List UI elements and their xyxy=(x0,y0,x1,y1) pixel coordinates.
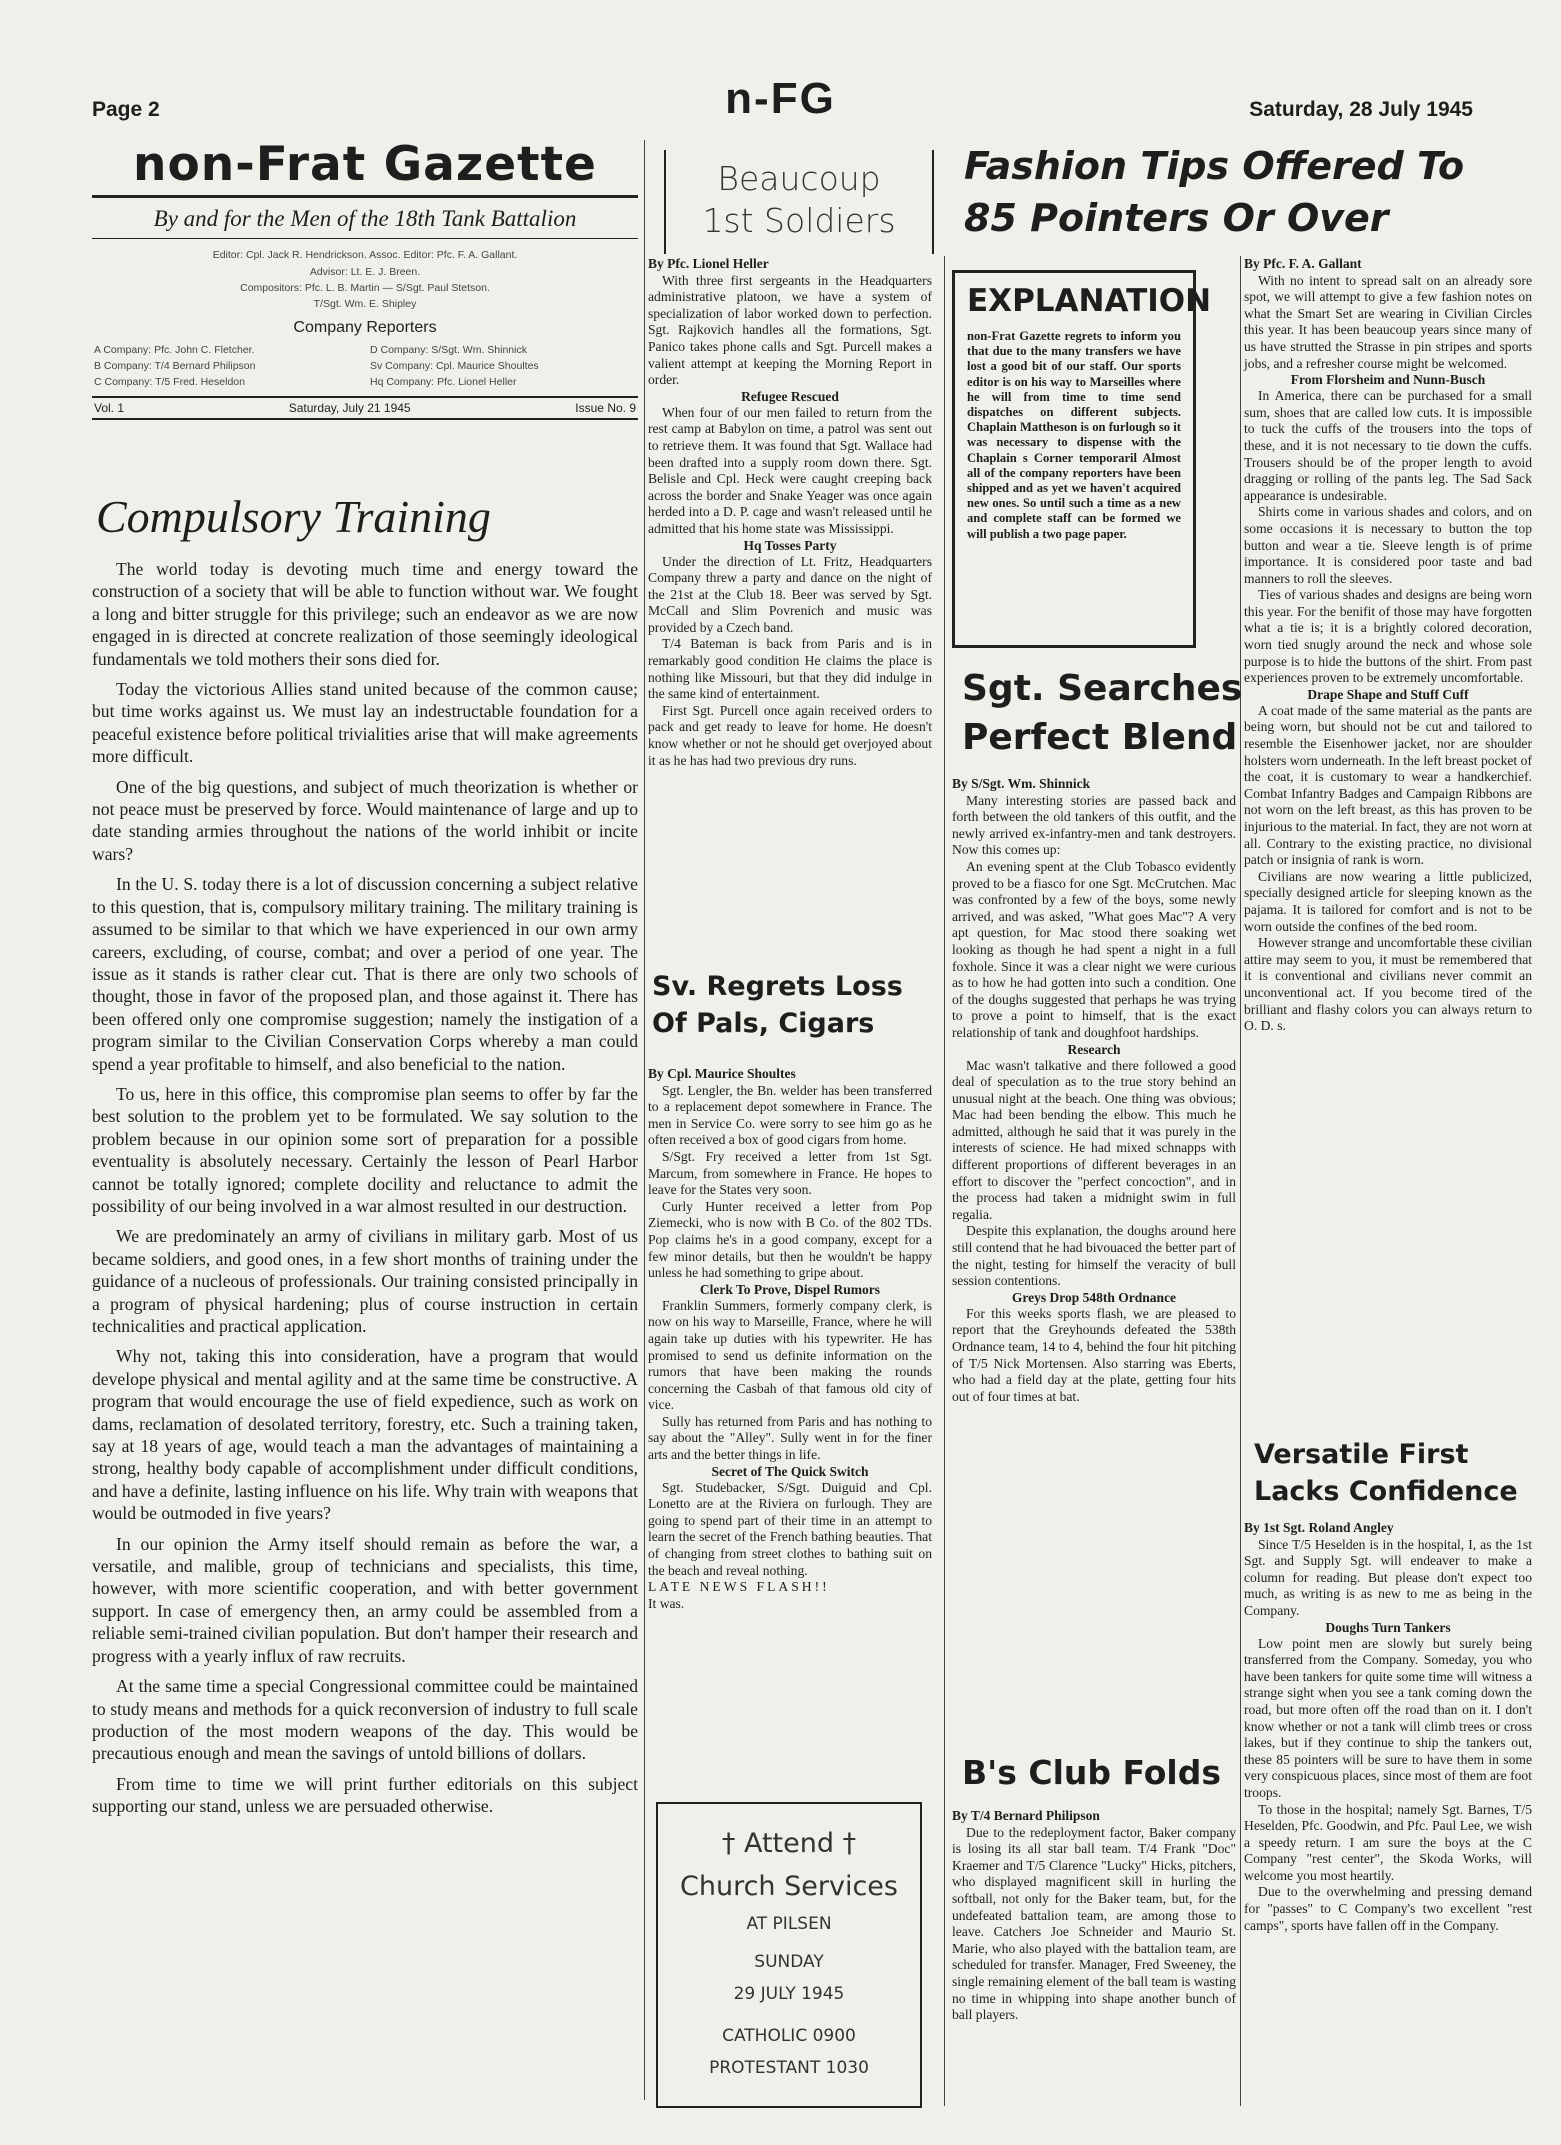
church-services-notice xyxy=(656,1802,922,2108)
editorial-paragraph: The world today is devoting much time and energy toward the construction of a society that will be able to function without war. We fought a long and bitter struggle for this privilege; such an endeavor as we are now engaged in is directed at concrete realization of those seemingly ideological fundamentals we told mothers their sons died for. xyxy=(92,559,638,669)
explanation-box xyxy=(952,270,1212,648)
story-paragraph: A coat made of the same material as the pants are being worn, but should not be cut and tailored to resemble the Eisenhower jacket, nor are shoulder holsters worn underneath. In the left breast pocket of the coat, it is customary to wear a handkerchief. Combat Infantry Badges and Campaign Ribbons are not worn on the left breast, as this has proven to be injurious to the material. In fact, they are not worn at all. Contrary to the existing practice, no divisional patch or insignia of rank is worn. xyxy=(1244,702,1532,868)
story-paragraph: Sgt. Lengler, the Bn. welder has been transferred to a replacement depot somewhere in France. The men in Service Co. were sorry to see him go as he often received a box of good cigars from home. xyxy=(648,1082,932,1148)
story-paragraph: To those in the hospital; namely Sgt. Barnes, T/5 Heselden, Pfc. Goodwin, and Pfc. Paul Lee, we wish a speedy return. I am sure the boys at the C Company "rest center", the Skoda Works, will welcome you most heartily. xyxy=(1244,1801,1532,1883)
editorial-paragraph: In our opinion the Army itself should remain as before the war, a versatile, and malible, group of technicians and specialists, this time, however, with more scientific cooperation, and with better government support. In case of emergency then, an army could be assembled from a reliable semi-trained civilian population. But don't hamper their research and progress with a yearly influx of raw recruits. xyxy=(92,1533,638,1666)
page-date: Saturday, 28 July 1945 xyxy=(1249,98,1473,121)
church-line: Church Services xyxy=(680,1871,898,1902)
editorial-body xyxy=(92,558,638,1826)
story-paragraph: Under the direction of Lt. Fritz, Headquarters Company threw a party and dance on the night of the 21st at the Club 18. Beer was served by Sgt. McCall and Slim Povrenich and music was provided by a Czech band. xyxy=(648,553,932,635)
heading-line: 1st Soldiers xyxy=(702,201,896,240)
heading-line: Beaucoup xyxy=(717,159,881,198)
subheading: From Florsheim and Nunn-Busch xyxy=(1290,372,1486,388)
story-paragraph: Sully has returned from Paris and has nothing to say about the "Alley". Sully went in for the finer arts and the better things in life. xyxy=(648,1413,932,1463)
reporter-item: A Company: Pfc. John C. Fletcher. xyxy=(94,344,255,357)
versatile-heading xyxy=(1254,1436,1536,1510)
column-rule xyxy=(1240,256,1241,2106)
fashion-heading xyxy=(964,140,1484,244)
reporter-item: Sv Company: Cpl. Maurice Shoultes xyxy=(370,359,539,372)
heading-line: Sv. Regrets Loss xyxy=(652,971,903,1002)
issue-number: Issue No. 9 xyxy=(575,401,636,416)
column-rule xyxy=(644,140,645,2100)
bclub-story xyxy=(952,1808,1236,2024)
byline: By S/Sgt. Wm. Shinnick xyxy=(952,776,1091,791)
reporters-heading: Company Reporters xyxy=(293,319,437,337)
fashion-story xyxy=(1244,256,1532,1035)
story-paragraph: Low point men are slowly but surely being transferred from the Company. Someday, you who have been tankers for quite some time will witness a strange sight when you see a tank coming down the road, but more often off the road than on it. I don't know whether or not a tank will climb trees or cross lakes, but if they continue to ship the tankers out, these 85 pointers will be sure to have them in some very conspicuous places, since most of them are foot troops. xyxy=(1244,1635,1532,1800)
story-paragraph: First Sgt. Purcell once again received orders to pack and get ready to leave for home. He doesn't know whether or not he should get overjoyed about it as he has had two previous dry runs. xyxy=(648,702,932,768)
explanation-heading: EXPLANATION xyxy=(967,283,1212,319)
story-paragraph: With no intent to spread salt on an already sore spot, we will attempt to give a few fashion notes on what the Smart Set are wearing in Civilian Circles this year. It has been beaucoup years since many of us have strutted the Strasse in pin stripes and sports jobs, and a refresher course might be welcomed. xyxy=(1244,272,1532,371)
issue-line xyxy=(92,396,638,420)
story-paragraph: With three first sergeants in the Headquarters administrative platoon, we have a system of specialization of labor worked down to perfection. Sgt. Rajkovich handles all the formations, Sgt. Panico takes phone calls and Sgt. Purcell makes a valient attempt at keeping the Morning Report in order. xyxy=(648,272,932,388)
newspaper-title: non-Frat Gazette xyxy=(133,137,597,192)
issue-date: Saturday, July 21 1945 xyxy=(288,401,411,416)
beaucoup-heading xyxy=(664,150,934,254)
heading-line: Fashion Tips Offered To xyxy=(964,144,1465,188)
heading-line: 85 Pointers Or Over xyxy=(964,196,1389,240)
story-paragraph: However strange and uncomfortable these civilian attire may seem to you, it must be remembered that it is conventional and civilians never commit an unconventional act. If you become tired of the brilliant and flashy colors you can always return to O. D. s. xyxy=(1244,935,1532,1034)
heading-line: Versatile First xyxy=(1254,1439,1469,1470)
volume-label: Vol. 1 xyxy=(94,401,125,416)
byline: By 1st Sgt. Roland Angley xyxy=(1244,1520,1394,1535)
church-line: CATHOLIC 0900 xyxy=(722,2026,856,2046)
church-line: PROTESTANT 1030 xyxy=(709,2058,869,2078)
story-paragraph: Many interesting stories are passed back and forth between the old tankers of this outfit, and the newly arrived ex-infantry-men and tank destroyers. Now this comes up: xyxy=(952,792,1236,858)
svregrets-story xyxy=(648,1066,932,1612)
reporter-item: B Company: T/4 Bernard Philipson xyxy=(94,359,256,372)
editorial-paragraph: In the U. S. today there is a lot of discussion concerning a subject relative to this question, that is, compulsory military training. The military training is assumed to be similar to that which we have experienced in our own army careers, excluding, of course, combat; and over a period of one year. The issue as it stands is rather clear cut. That is there are only two schools of thought, those in favor of the proposed plan, and those against it. There has been offered only one compromise suggestion; namely the instigation of a program similar to the Civilian Conservation Corps whereby a man could spend a year profitable to himself, and also beneficial to the nation. xyxy=(92,874,638,1074)
editorial-paragraph: Why not, taking this into consideration, have a program that would develope physical and mental agility and at the same time be constructive. A program that would encourage the use of field expedience, such as work on dams, reclamation of desolated territory, forestry, etc. Such a training taken, say at 18 years of age, would teach a man the advantages of maintaining a strong, healthy body capable of accomplishment under difficult conditions, and have a definite, lasting influence on his life. Why train with weapons that would be outmoded in five years? xyxy=(92,1346,638,1524)
story-paragraph: When four of our men failed to return from the rest camp at Babylon on time, a patrol was sent out to retrieve them. It was found that Sgt. Wallace had been drafted into a supply room down there. Sgt. Belisle and Cpl. Heck were caught creeping back across the border and Snake Yeager was once again herded into a D. P. cage and wasn't released until he admitted that his home state was Mississippi. xyxy=(648,404,932,536)
byline: By T/4 Bernard Philipson xyxy=(952,1808,1100,1823)
story-paragraph: Due to the redeployment factor, Baker company is losing its all star ball team. T/4 Frank "Doc" Kraemer and T/5 Clarence "Lucky" Hicks, pitchers, who displayed magnificent skill in hurling the softball, not only for the Baker team, but, for the undefeated battalion team, are among those to leave. Catchers Joe Schneider and Maurio St. Marie, who also played with the battalion team, are scheduled for transfer. Manager, Fred Sweeney, the single remaining element of the ball team is wasting no time in whipping into shape another bunch of ball players. xyxy=(952,1824,1236,2023)
story-paragraph: Since T/5 Heselden is in the hospital, I, as the 1st Sgt. and Supply Sgt. will endeaver to make a column for reading. But please don't expect too much, as writing is as new to me as being in the Company. xyxy=(1244,1536,1532,1618)
subheading: Refugee Rescued xyxy=(741,388,839,404)
story-paragraph: An evening spent at the Club Tobasco evidently proved to be a fiasco for one Sgt. McCrutchen. Mac was confronted by a few of the boys, some newly arrived, and was asked, "What goes Mac"? A very apt question, for Mac stood there soaking wet looking as though he had spent a night in a full foxhole. Since it was a clear night we were curious as to how he had gotten into such a condition. One of the doughs suggested that perhaps he was trying to prove a point to himself, that is the exact relationship of tank and doughfoot hardships. xyxy=(952,858,1236,1040)
editorial-title: Compulsory Training xyxy=(96,491,491,542)
story-paragraph: T/4 Bateman is back from Paris and is in remarkably good condition He claims the place is nothing like Missouri, but that they did indulge in the same kind of entertainment. xyxy=(648,636,932,702)
news-flash: LATE NEWS FLASH!! xyxy=(648,1579,830,1595)
heading-line: Of Pals, Cigars xyxy=(652,1008,875,1039)
subheading: Drape Shape and Stuff Cuff xyxy=(1307,686,1469,702)
svregrets-heading xyxy=(652,968,936,1042)
story-paragraph: Due to the overwhelming and pressing demand for "passes" to C Company's two excellent "rest camps", sports have fallen off in the Company. xyxy=(1244,1884,1532,1933)
heading-line: Perfect Blend xyxy=(962,717,1238,758)
church-line: † Attend † xyxy=(721,1828,857,1859)
masthead xyxy=(92,137,638,420)
sgt-searches-heading xyxy=(962,664,1246,762)
versatile-story xyxy=(1244,1520,1532,1934)
editorial-paragraph: Today the victorious Allies stand united because of the common cause; but time works against us. We must lay an indestructable foundation for a peaceful existence before political trivialities arise that will make agreements more difficult. xyxy=(92,679,638,767)
staff-listing xyxy=(92,238,638,390)
story-paragraph: In America, there can be purchased for a small sum, shoes that are called low cuts. It is impossible to tuck the cuffs of the trousers into the tops of these, and it is not necessary to tie down the cuffs. Trousers should be of the proper length to avoid dragging or rolling of the pants leg. The Sad Sack appearance is undesirable. xyxy=(1244,388,1532,503)
story-paragraph: Mac wasn't talkative and there followed a good deal of speculation as to the true story behind an unusual night at the beach. One thing was obvious; Mac had been bending the elbow. This much he admitted, although he said that it was purely in the interests of science. He had mixed schnapps with different proportions of different beverages in an effort to discover the "perfect concoction", and in the process had taken a midnight swim in full regalia. xyxy=(952,1057,1236,1222)
editorial-paragraph: At the same time a special Congressional committee could be maintained to study means and methods for a quick reconversion of industry to full scale production of the most modern weapons of the day. This would be precautious enough and mean the savings of untold billions of dollars. xyxy=(92,1676,638,1764)
editorial-paragraph: One of the big questions, and subject of much theorization is whether or not peace must be preserved by force. Would maintenance of large and up to date standing armies throughout the nations of the world inhibit or incite wars? xyxy=(92,776,638,864)
heading-line: Sgt. Searches xyxy=(962,668,1243,709)
editorial-paragraph: We are predominately an army of civilians in military garb. Most of us became soldiers, and good ones, in a few short months of training under the guidance of a nucleous of professionals. Our training consisted principally in a program of physical hardening; plus of course instruction in certain technicalities and practical application. xyxy=(92,1226,638,1336)
reporter-item: D Company: S/Sgt. Wm. Shinnick xyxy=(370,344,527,357)
reporters-list xyxy=(92,343,638,390)
reporter-item: Hq Company: Pfc. Lionel Heller xyxy=(370,375,517,388)
subheading: Research xyxy=(1067,1041,1121,1057)
story-paragraph: For this weeks sports flash, we are pleased to report that the Greyhounds defeated the 538th Ordnance team, 14 to 4, behind the four hit pitching of T/5 Nick Mortensen. Also starring was Eberts, who had a field day at the plate, getting four hits out of four times at bat. xyxy=(952,1305,1236,1404)
subheading: Secret of The Quick Switch xyxy=(711,1463,869,1479)
explanation-body: non-Frat Gazette regrets to inform you that due to the many transfers we have lost a good bit of our staff. Our sports editor is on his way to Marseilles where he will from time to time send dispatches on different subjects. Chaplain Mattheson is on furlough so it was necessary to dispense with the Chaplain s Corner temporaril Almost all of the company reporters have been shipped and as yet we haven't acquired new ones. So until such a time as a new and complete staff can be formed we will publish a two page paper. xyxy=(967,329,1181,541)
subheading: Hq Tosses Party xyxy=(743,537,837,553)
column-rule xyxy=(944,256,945,2106)
story-paragraph: Despite this explanation, the doughs around here still contend that he had bivouaced the better part of the night, testing for himself the veracity of bull session contentions. xyxy=(952,1223,1236,1289)
church-line: AT PILSEN xyxy=(746,1914,832,1934)
story-paragraph: Curly Hunter received a letter from Pop Ziemecki, who is now with B Co. of the 802 TDs. Pop claims he's in a good company, except for a few minor details, but then he wouldn't be happy unless he had something to gripe about. xyxy=(648,1198,932,1281)
staff-editors: Editor: Cpl. Jack R. Hendrickson. Assoc. Editor: Pfc. F. A. Gallant. xyxy=(212,249,518,262)
sgt-searches-story xyxy=(952,776,1236,1405)
news-flash-text: It was. xyxy=(648,1595,685,1611)
page-number: Page 2 xyxy=(92,98,160,121)
staff-advisor: Advisor: Lt. E. J. Breen. xyxy=(309,265,421,278)
subheading: Clerk To Prove, Dispel Rumors xyxy=(699,1281,881,1297)
editorial-paragraph: From time to time we will print further editorials on this subject supporting our stand, unless we are persuaded otherwise. xyxy=(92,1773,638,1817)
story-paragraph: Ties of various shades and designs are being worn this year. For the benifit of those may have forgotten what a tie is; it is a brightly colored decoration, worn tied snugly around the neck and whose sole purpose is to hide the buttons of the shirt. From past experiences proven to be extremely uncomfortable. xyxy=(1244,587,1532,686)
staff-compositors-2: T/Sgt. Wm. E. Shipley xyxy=(313,298,417,311)
beaucoup-story xyxy=(648,256,932,769)
byline: By Pfc. Lionel Heller xyxy=(648,256,769,271)
subheading: Greys Drop 548th Ordnance xyxy=(1011,1289,1177,1305)
bclub-heading: B's Club Folds xyxy=(962,1753,1221,1792)
byline: By Pfc. F. A. Gallant xyxy=(1244,256,1362,271)
church-line: SUNDAY xyxy=(754,1952,824,1972)
staff-compositors: Compositors: Pfc. L. B. Martin — S/Sgt. Paul Stetson. xyxy=(240,281,490,294)
story-paragraph: Sgt. Studebacker, S/Sgt. Duiguid and Cpl. Lonetto are at the Riviera on furlough. They are going to spend part of their time in an attempt to learn the secret of the French bathing beauties. That of changing from street clothes to bathing suit on the beach and reveal nothing. xyxy=(648,1479,932,1578)
story-paragraph: Shirts come in various shades and colors, and on some occasions it is necessary to button the top button and wear a tie. Sleeve length is of prime importance. It is considered poor taste and bad manners to roll the sleeves. xyxy=(1244,504,1532,586)
newspaper-subtitle: By and for the Men of the 18th Tank Battalion xyxy=(92,195,638,238)
story-paragraph: S/Sgt. Fry received a letter from 1st Sgt. Marcum, from somewhere in France. He hopes to leave for the States very soon. xyxy=(648,1148,932,1198)
editorial-paragraph: To us, here in this office, this compromise plan seems to offer by far the best solution to the problem yet to be formulated. We say solution to the problem because in our opinion some sort of preparation for a possible eventuality is absolutely necessary. Certainly the lesson of Pearl Harbor cannot be totally ignored; complete docility and reluctance to admit the possibility of our being involved in a war almost resulted in our destruction. xyxy=(92,1083,638,1216)
page-header-logo: n-FG xyxy=(725,74,836,123)
byline: By Cpl. Maurice Shoultes xyxy=(648,1066,796,1081)
reporter-item: C Company: T/5 Fred. Heseldon xyxy=(94,375,245,388)
story-paragraph: Franklin Summers, formerly company clerk, is now on his way to Marseille, France, where he will again take up duties with his typewriter. He has promised to send us definite information on the rumors that have been making the rounds concerning the Casbah of that famous old city of vice. xyxy=(648,1297,932,1413)
subheading: Doughs Turn Tankers xyxy=(1325,1619,1451,1635)
heading-line: Lacks Confidence xyxy=(1254,1476,1518,1507)
story-paragraph: Civilians are now wearing a little publicized, specially designed article for sleeping known as the pajama. It is tailored for comfort and is not to be worn outside the confines of the bed room. xyxy=(1244,868,1532,934)
church-line: 29 JULY 1945 xyxy=(733,1984,845,2004)
